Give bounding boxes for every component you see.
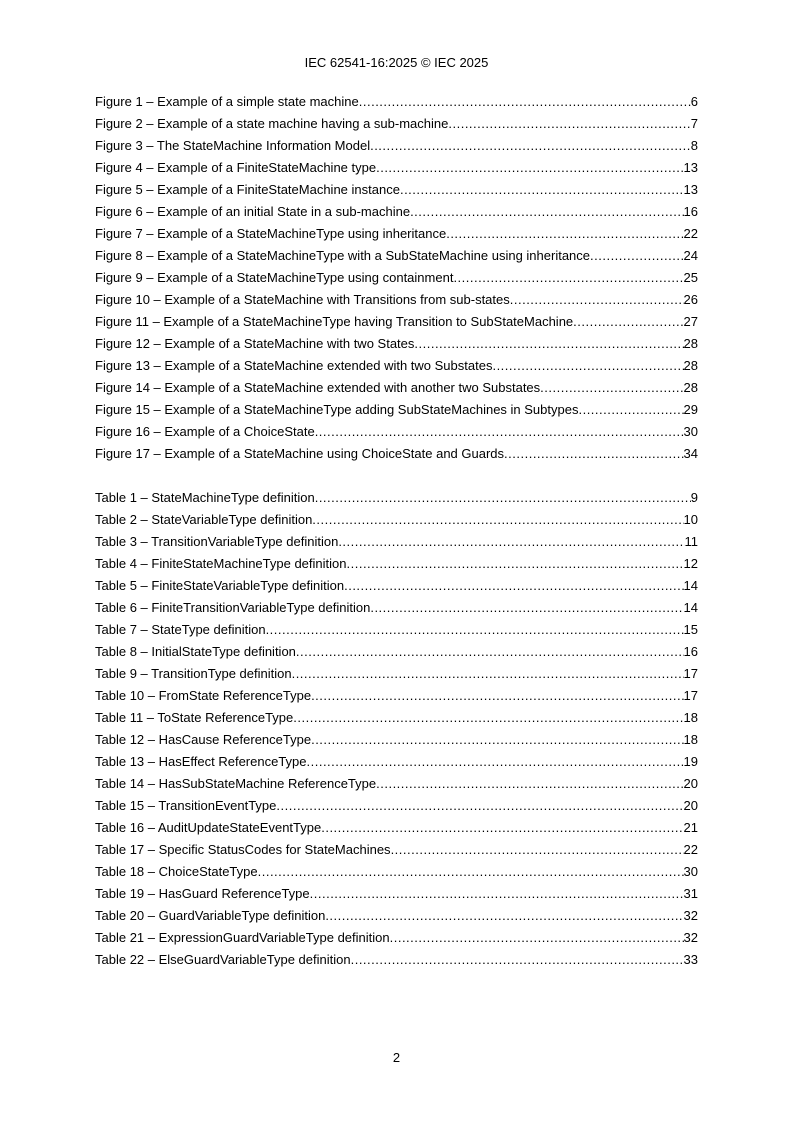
entry-page: 22 bbox=[683, 226, 698, 241]
page-number: 2 bbox=[392, 1050, 401, 1065]
table-entry[interactable] bbox=[95, 597, 698, 619]
entry-title: Table 3 – TransitionVariableType definition bbox=[95, 534, 339, 549]
list-of-figures bbox=[95, 91, 698, 465]
entry-page: 20 bbox=[683, 776, 698, 791]
entry-page: 13 bbox=[683, 182, 698, 197]
dot-leader bbox=[338, 531, 684, 553]
entry-title: Figure 12 – Example of a StateMachine with two States bbox=[95, 336, 415, 351]
entry-page: 25 bbox=[683, 270, 698, 285]
entry-page: 32 bbox=[683, 930, 698, 945]
dot-leader bbox=[390, 927, 684, 949]
figure-entry[interactable] bbox=[95, 355, 698, 377]
dot-leader bbox=[266, 619, 684, 641]
figure-entry[interactable] bbox=[95, 443, 698, 465]
entry-title: Table 11 – ToState ReferenceType bbox=[95, 710, 294, 725]
entry-title: Table 6 – FiniteTransitionVariableType definition bbox=[95, 600, 371, 615]
entry-page: 18 bbox=[683, 732, 698, 747]
table-entry[interactable] bbox=[95, 905, 698, 927]
figure-entry[interactable] bbox=[95, 267, 698, 289]
dot-leader bbox=[504, 443, 684, 465]
entry-title: Figure 14 – Example of a StateMachine extended with another two Substates bbox=[95, 380, 541, 395]
dot-leader bbox=[391, 839, 684, 861]
dot-leader bbox=[590, 245, 684, 267]
entry-title: Table 21 – ExpressionGuardVariableType definition bbox=[95, 930, 390, 945]
table-entry[interactable] bbox=[95, 773, 698, 795]
dot-leader bbox=[492, 355, 683, 377]
dot-leader bbox=[311, 729, 683, 751]
entry-title: Table 4 – FiniteStateMachineType definition bbox=[95, 556, 347, 571]
table-entry[interactable] bbox=[95, 553, 698, 575]
table-entry[interactable] bbox=[95, 531, 698, 553]
dot-leader bbox=[540, 377, 683, 399]
table-entry[interactable] bbox=[95, 751, 698, 773]
entry-page: 14 bbox=[683, 578, 698, 593]
dot-leader bbox=[296, 641, 684, 663]
entry-page: 28 bbox=[683, 358, 698, 373]
entry-page: 11 bbox=[684, 534, 698, 549]
table-entry[interactable] bbox=[95, 707, 698, 729]
dot-leader bbox=[311, 685, 683, 707]
entry-page: 24 bbox=[683, 248, 698, 263]
entry-title: Figure 16 – Example of a ChoiceState bbox=[95, 424, 315, 439]
entry-page: 21 bbox=[683, 820, 698, 835]
table-entry[interactable] bbox=[95, 663, 698, 685]
figure-entry[interactable] bbox=[95, 421, 698, 443]
entry-title: Table 12 – HasCause ReferenceType bbox=[95, 732, 312, 747]
dot-leader bbox=[321, 817, 683, 839]
page-header: IEC 62541-16:2025 © IEC 2025 bbox=[304, 55, 489, 70]
entry-page: 17 bbox=[683, 688, 698, 703]
figure-entry[interactable] bbox=[95, 245, 698, 267]
dot-leader bbox=[315, 487, 691, 509]
table-entry[interactable] bbox=[95, 817, 698, 839]
entry-title: Figure 3 – The StateMachine Information Model bbox=[95, 138, 371, 153]
dot-leader bbox=[448, 113, 690, 135]
figure-entry[interactable] bbox=[95, 399, 698, 421]
entry-page: 32 bbox=[683, 908, 698, 923]
entry-title: Figure 6 – Example of an initial State in a sub-machine bbox=[95, 204, 411, 219]
entry-title: Figure 8 – Example of a StateMachineType with a SubStateMachine using inheritance bbox=[95, 248, 591, 263]
figure-entry[interactable] bbox=[95, 135, 698, 157]
table-entry[interactable] bbox=[95, 883, 698, 905]
entry-page: 14 bbox=[683, 600, 698, 615]
dot-leader bbox=[293, 707, 683, 729]
entry-page: 7 bbox=[690, 116, 698, 131]
figure-entry[interactable] bbox=[95, 377, 698, 399]
entry-title: Table 20 – GuardVariableType definition bbox=[95, 908, 326, 923]
entry-title: Figure 1 – Example of a simple state machine bbox=[95, 94, 359, 109]
dot-leader bbox=[578, 399, 683, 421]
dot-leader bbox=[414, 333, 683, 355]
entry-title: Table 9 – TransitionType definition bbox=[95, 666, 292, 681]
dot-leader bbox=[292, 663, 684, 685]
entry-page: 18 bbox=[683, 710, 698, 725]
entry-title: Table 16 – AuditUpdateStateEventType bbox=[95, 820, 322, 835]
figure-entry[interactable] bbox=[95, 333, 698, 355]
list-of-tables bbox=[95, 487, 698, 971]
entry-page: 15 bbox=[683, 622, 698, 637]
dot-leader bbox=[351, 949, 684, 971]
dot-leader bbox=[359, 91, 691, 113]
table-entry[interactable] bbox=[95, 619, 698, 641]
dot-leader bbox=[376, 157, 683, 179]
table-entry[interactable] bbox=[95, 949, 698, 971]
entry-page: 10 bbox=[683, 512, 698, 527]
dot-leader bbox=[510, 289, 684, 311]
entry-page: 8 bbox=[690, 138, 698, 153]
entry-page: 19 bbox=[683, 754, 698, 769]
entry-title: Table 19 – HasGuard ReferenceType bbox=[95, 886, 310, 901]
entry-page: 30 bbox=[683, 864, 698, 879]
dot-leader bbox=[312, 509, 683, 531]
entry-page: 16 bbox=[683, 204, 698, 219]
entry-page: 27 bbox=[683, 314, 698, 329]
entry-title: Table 17 – Specific StatusCodes for StateMachines bbox=[95, 842, 391, 857]
dot-leader bbox=[410, 201, 683, 223]
figure-entry[interactable] bbox=[95, 311, 698, 333]
table-entry[interactable] bbox=[95, 927, 698, 949]
entry-page: 16 bbox=[683, 644, 698, 659]
entry-page: 34 bbox=[683, 446, 698, 461]
entry-title: Table 1 – StateMachineType definition bbox=[95, 490, 315, 505]
entry-title: Figure 7 – Example of a StateMachineType using inheritance bbox=[95, 226, 447, 241]
dot-leader bbox=[276, 795, 683, 817]
dot-leader bbox=[453, 267, 683, 289]
entry-title: Figure 15 – Example of a StateMachineType adding SubStateMachines in Subtypes bbox=[95, 402, 579, 417]
entry-title: Table 14 – HasSubStateMachine ReferenceType bbox=[95, 776, 377, 791]
entry-page: 12 bbox=[683, 556, 698, 571]
entry-title: Table 13 – HasEffect ReferenceType bbox=[95, 754, 307, 769]
table-entry[interactable] bbox=[95, 641, 698, 663]
dot-leader bbox=[315, 421, 684, 443]
entry-page: 13 bbox=[683, 160, 698, 175]
entry-page: 26 bbox=[683, 292, 698, 307]
entry-page: 31 bbox=[683, 886, 698, 901]
dot-leader bbox=[258, 861, 684, 883]
figure-entry[interactable] bbox=[95, 113, 698, 135]
dot-leader bbox=[325, 905, 683, 927]
table-entry[interactable] bbox=[95, 729, 698, 751]
dot-leader bbox=[310, 883, 684, 905]
entry-title: Table 10 – FromState ReferenceType bbox=[95, 688, 312, 703]
figure-entry[interactable] bbox=[95, 91, 698, 113]
entry-page: 28 bbox=[683, 380, 698, 395]
dot-leader bbox=[573, 311, 683, 333]
entry-title: Figure 2 – Example of a state machine having a sub-machine bbox=[95, 116, 449, 131]
entry-title: Figure 13 – Example of a StateMachine extended with two Substates bbox=[95, 358, 493, 373]
table-entry[interactable] bbox=[95, 861, 698, 883]
entry-title: Table 5 – FiniteStateVariableType definition bbox=[95, 578, 345, 593]
table-entry[interactable] bbox=[95, 487, 698, 509]
figure-entry[interactable] bbox=[95, 201, 698, 223]
entry-page: 20 bbox=[683, 798, 698, 813]
entry-title: Figure 5 – Example of a FiniteStateMachine instance bbox=[95, 182, 400, 197]
entry-title: Figure 4 – Example of a FiniteStateMachine type bbox=[95, 160, 377, 175]
table-entry[interactable] bbox=[95, 839, 698, 861]
dot-leader bbox=[344, 575, 683, 597]
figure-entry[interactable] bbox=[95, 157, 698, 179]
figure-entry[interactable] bbox=[95, 179, 698, 201]
dot-leader bbox=[446, 223, 683, 245]
entry-page: 22 bbox=[683, 842, 698, 857]
table-entry[interactable] bbox=[95, 575, 698, 597]
entry-title: Figure 17 – Example of a StateMachine using ChoiceState and Guards bbox=[95, 446, 505, 461]
entry-page: 28 bbox=[683, 336, 698, 351]
figure-entry[interactable] bbox=[95, 289, 698, 311]
entry-title: Figure 10 – Example of a StateMachine with Transitions from sub-states bbox=[95, 292, 510, 307]
entry-page: 30 bbox=[683, 424, 698, 439]
dot-leader bbox=[370, 597, 683, 619]
entry-page: 29 bbox=[683, 402, 698, 417]
entry-title: Table 15 – TransitionEventType bbox=[95, 798, 277, 813]
table-entry[interactable] bbox=[95, 685, 698, 707]
dot-leader bbox=[370, 135, 691, 157]
entry-title: Table 18 – ChoiceStateType bbox=[95, 864, 258, 879]
dot-leader bbox=[400, 179, 684, 201]
table-entry[interactable] bbox=[95, 795, 698, 817]
entry-page: 33 bbox=[683, 952, 698, 967]
entry-page: 6 bbox=[690, 94, 698, 109]
dot-leader bbox=[307, 751, 684, 773]
dot-leader bbox=[347, 553, 684, 575]
entry-title: Figure 9 – Example of a StateMachineType using containment bbox=[95, 270, 454, 285]
entry-title: Table 22 – ElseGuardVariableType definition bbox=[95, 952, 351, 967]
dot-leader bbox=[376, 773, 683, 795]
entry-page: 17 bbox=[683, 666, 698, 681]
entry-title: Table 8 – InitialStateType definition bbox=[95, 644, 296, 659]
entry-title: Figure 11 – Example of a StateMachineType having Transition to SubStateMachine bbox=[95, 314, 574, 329]
table-entry[interactable] bbox=[95, 509, 698, 531]
figure-entry[interactable] bbox=[95, 223, 698, 245]
entry-page: 9 bbox=[690, 490, 698, 505]
entry-title: Table 2 – StateVariableType definition bbox=[95, 512, 313, 527]
entry-title: Table 7 – StateType definition bbox=[95, 622, 266, 637]
